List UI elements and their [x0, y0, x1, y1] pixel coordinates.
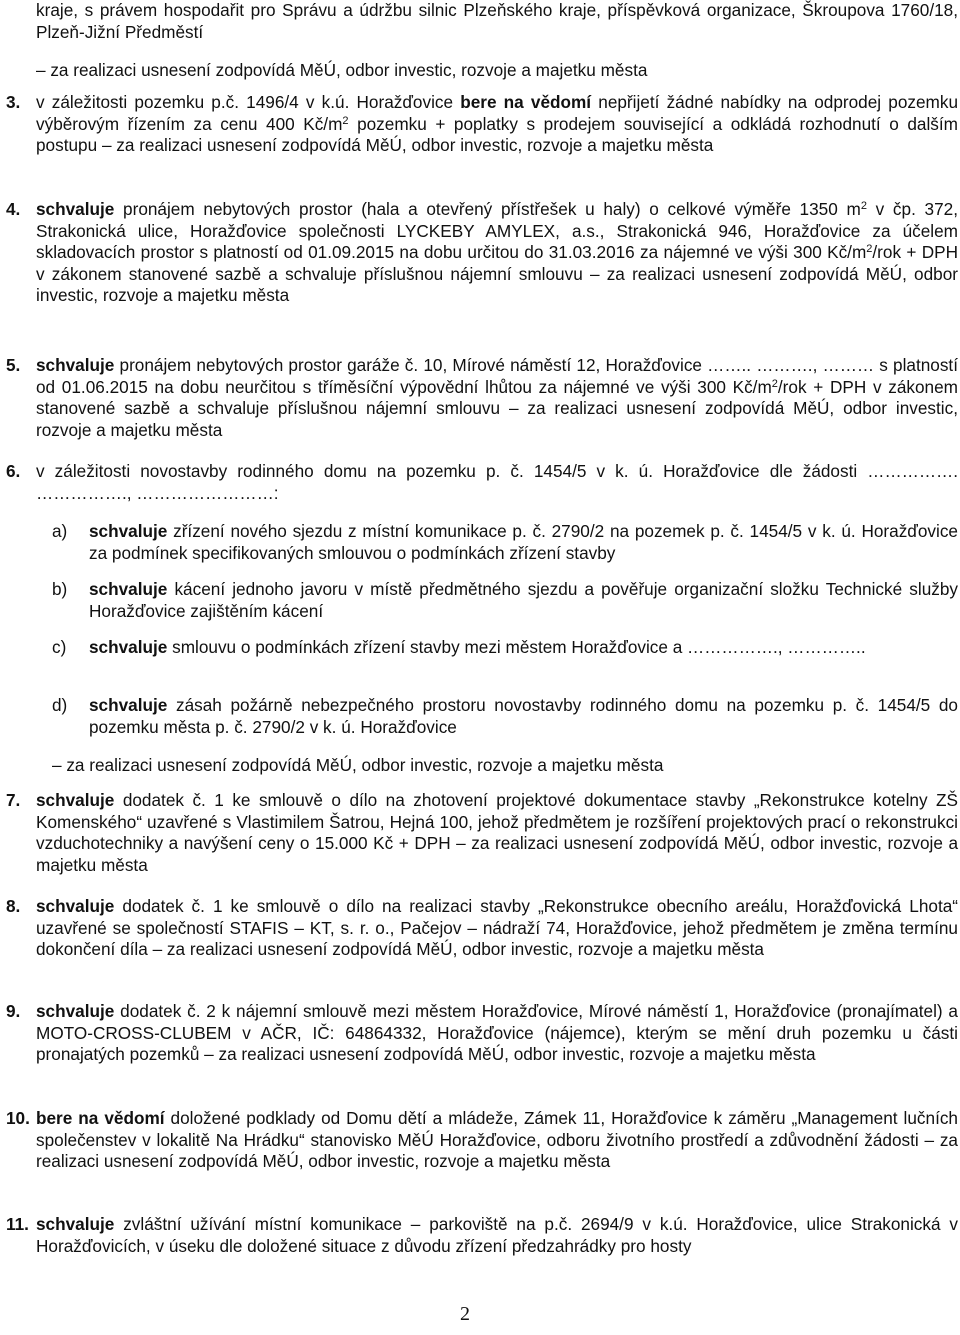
resolution-item-8: schvaluje dodatek č. 1 ke smlouvě o dílo na realizaci stavby „Rekonstrukce obecního areálu, Horažďovická Lhota“ uzavřené se společností STAFIS – KT, s. r. o., Pačejov – nádraží 74, Horažďovice, jehož předmětem je změna termínu dokončení díla – za realizaci usnesení zodpovídá MěÚ, odbor investic, rozvoje a majetku města [36, 896, 958, 959]
keyword: schvaluje [89, 521, 168, 541]
resolution-item-10: bere na vědomí doložené podklady od Domu dětí a mládeže, Zámek 11, Horažďovice k záměru „Management lučních společenstev v lokalitě Na Hrádku“ stanovisko MěÚ Horažďovice, odboru životního prostředí a zdůvodnění žádosti – za realizaci usnesení zodpovídá MěÚ, odbor investic, rozvoje a majetku města [36, 1108, 958, 1171]
sub-item-label: a) [52, 521, 68, 541]
intro-paragraph [36, 0, 958, 43]
keyword: schvaluje [36, 1214, 115, 1234]
sub-item-c: schvaluje smlouvu o podmínkách zřízení stavby mezi městem Horažďovice a ……………., ………….. [89, 637, 866, 657]
keyword: schvaluje [36, 355, 115, 375]
page-number: 2 [460, 1303, 470, 1325]
keyword: schvaluje [36, 896, 115, 916]
keyword: schvaluje [36, 790, 115, 810]
item-number: 5. [6, 355, 21, 375]
keyword: bere na vědomí [36, 1108, 165, 1128]
sub-item-label: c) [52, 637, 67, 657]
intro-responsibility: – za realizaci usnesení zodpovídá MěÚ, odbor investic, rozvoje a majetku města [36, 60, 648, 80]
resolution-item-7: schvaluje dodatek č. 1 ke smlouvě o dílo na zhotovení projektové dokumentace stavby „Rekonstrukce kotelny ZŠ Komenského“ uzavřené s Vlastimilem Šatrou, Hejná 100, jehož předmětem je rozšíření projektových prací o rekonstrukci vzduchotechniky a navýšení ceny o 15.000 Kč + DPH – za realizaci usnesení zodpovídá MěÚ, odbor investic, rozvoje a majetku města [36, 790, 958, 875]
resolution-item-3: v záležitosti pozemku p.č. 1496/4 v k.ú. Horažďovice bere na vědomí nepřijetí žádné nabídky na odprodej pozemku výběrovým řízením za cenu 400 $Kč/m^2$ pozemku + poplatky s prodejem související a odkládá rozhodnutí o dalším postupu – za realizaci usnesení zodpovídá MěÚ, odbor investic, rozvoje a majetku města [36, 92, 958, 155]
item-number: 4. [6, 199, 21, 219]
resolution-item-9: schvaluje dodatek č. 2 k nájemní smlouvě mezi městem Horažďovice, Mírové náměstí 1, Horažďovice (pronajímatel) a MOTO-CROSS-CLUBEM v AČR, IČ: 64864332, Horažďovice (nájemce), kterým se mění druh pozemku u části pronajatých pozemků – za realizaci usnesení zodpovídá MěÚ, odbor investic, rozvoje a majetku města [36, 1001, 958, 1064]
intro-text: kraje, s právem hospodařit pro Správu a údržbu silnic Plzeňského kraje, příspěvková organizace, Škroupova 1760/18, Plzeň-Jižní Předměstí [36, 0, 958, 42]
keyword: schvaluje [89, 579, 168, 599]
resolution-item-5: schvaluje pronájem nebytových prostor garáže č. 10, Mírové náměstí 12, Horažďovice …….. ………., ……… s platností od 01.06.2015 na dobu neurčitou s tříměsíční výpovědní lhůtou za nájemné ve výši 300 $Kč/m^2$/rok + DPH v zákonem stanovené sazbě a schvaluje příslušnou nájemní smlouvu – za realizaci usnesení zodpovídá MěÚ, odbor investic, rozvoje a majetku města [36, 355, 958, 440]
item-number: 9. [6, 1001, 21, 1021]
item-number: 3. [6, 92, 21, 112]
item-number: 11. [6, 1214, 29, 1234]
sub-item-d: schvaluje zásah požárně nebezpečného prostoru novostavby rodinného domu na pozemku p. č. 1454/5 do pozemku města p. č. 2790/2 v k. ú. Horažďovice [89, 695, 958, 737]
resolution-item-6: v záležitosti novostavby rodinného domu na pozemku p. č. 1454/5 v k. ú. Horažďovice dle žádosti ……………. ……………., ……………………: [36, 461, 958, 503]
sub-item-label: b) [52, 579, 68, 599]
sub-item-b: schvaluje kácení jednoho javoru v místě předmětného sjezdu a pověřuje organizační složku Technické služby Horažďovice zajištěním kácení [89, 579, 958, 621]
sub-item-a: schvaluje zřízení nového sjezdu z místní komunikace p. č. 2790/2 na pozemek p. č. 1454/5 v k. ú. Horažďovice za podmínek specifikovaných smlouvou o podmínkách zřízení stavby [89, 521, 958, 563]
keyword: schvaluje [89, 695, 168, 715]
resolution-item-11: schvaluje zvláštní užívání místní komunikace – parkoviště na p.č. 2694/9 v k.ú. Horažďovice, ulice Strakonická v Horažďovicích, v úseku dle doložené situace z důvodu zřízení předzahrádky pro hosty [36, 1214, 958, 1256]
item-number: 8. [6, 896, 21, 916]
resolution-item-4: schvaluje pronájem nebytových prostor (hala a otevřený přístřešek u haly) o celkové výměře 1350 $m^2$ v čp. 372, Strakonická ulice, Horažďovice společnosti LYCKEBY AMYLEX, a.s., Strakonická 946, Horažďovice za účelem skladovacích prostor s platností od 01.09.2015 na dobu určitou do 31.03.2016 za nájemné ve výši 300 $Kč/m^2$/rok + DPH v zákonem stanovené sazbě a schvaluje příslušnou nájemní smlouvu – za realizaci usnesení zodpovídá MěÚ, odbor investic, rozvoje a majetku města [36, 199, 959, 305]
keyword: bere na vědomí [460, 92, 592, 112]
item-number: 10. [6, 1108, 30, 1128]
keyword: schvaluje [89, 637, 168, 657]
keyword: schvaluje [36, 199, 115, 219]
sub-item-label: d) [52, 695, 68, 715]
item-number: 7. [6, 790, 21, 810]
keyword: schvaluje [36, 1001, 115, 1021]
item-6-responsibility: – za realizaci usnesení zodpovídá MěÚ, odbor investic, rozvoje a majetku města [52, 755, 664, 775]
item-number: 6. [6, 461, 21, 481]
